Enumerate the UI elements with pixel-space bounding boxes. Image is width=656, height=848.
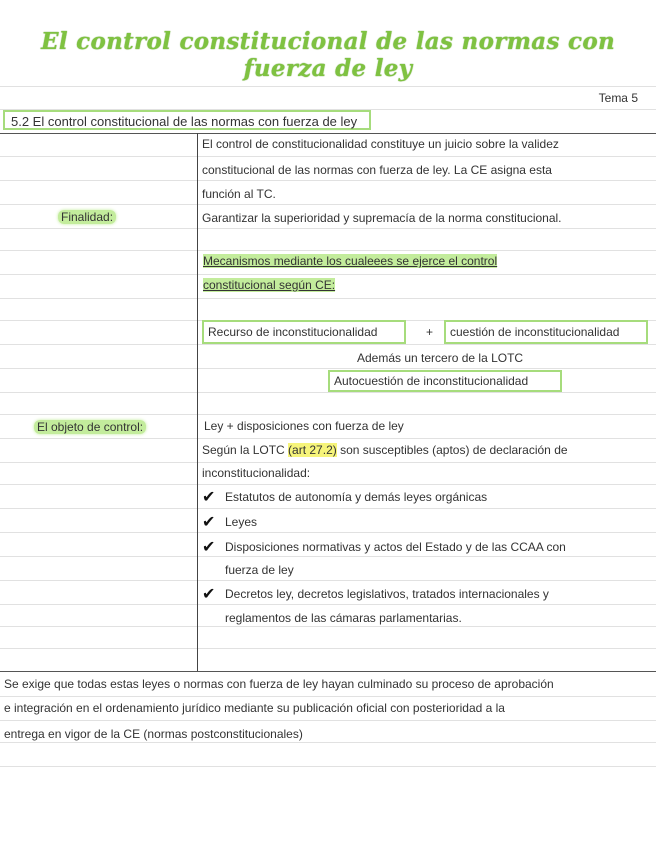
ruled-line xyxy=(0,368,656,369)
objeto-line-2-pre: Según la LOTC xyxy=(202,443,289,457)
ruled-line xyxy=(0,696,656,697)
check-icon: ✔ xyxy=(202,514,216,531)
finalidad-label-text: Finalidad: xyxy=(58,210,116,224)
ruled-line xyxy=(0,414,656,415)
ruled-line xyxy=(0,438,656,439)
intro-line-2: constitucional de las normas con fuerza de ley. La CE asigna esta xyxy=(202,163,552,177)
ruled-line xyxy=(0,274,656,275)
objeto-line-1: Ley + disposiciones con fuerza de ley xyxy=(204,419,404,433)
objeto-label xyxy=(34,420,146,434)
objeto-line-3: inconstitucionalidad: xyxy=(202,466,311,480)
summary-line-1: Se exige que todas estas leyes o normas con fuerza de ley hayan culminado su proceso de aprobación xyxy=(4,677,554,691)
summary-line-3: entrega en vigor de la CE (normas postconstitucionales) xyxy=(4,727,303,741)
ruled-line xyxy=(0,484,656,485)
list-item: Leyes xyxy=(225,515,258,529)
ruled-line xyxy=(0,180,656,181)
intro-line-1: El control de constitucionalidad constituye un juicio sobre la validez xyxy=(202,137,559,151)
recurso-box: Recurso de inconstitucionalidad xyxy=(202,320,406,344)
cuestion-box: cuestión de inconstitucionalidad xyxy=(444,320,648,344)
ruled-line xyxy=(0,344,656,345)
topic-number: Tema 5 xyxy=(598,91,638,105)
ruled-line xyxy=(0,86,656,87)
list-item: Disposiciones normativas y actos del Estado y de las CCAA con xyxy=(225,540,566,554)
mecanismos-heading-1-text: Mecanismos mediante los cualeees se ejerce el control xyxy=(203,254,498,268)
ruled-line xyxy=(0,532,656,533)
ruled-line xyxy=(0,228,656,229)
section-heading: 5.2 El control constitucional de las normas con fuerza de ley xyxy=(3,110,371,130)
tercero-text: Además un tercero de la LOTC xyxy=(357,351,524,365)
check-icon: ✔ xyxy=(202,539,216,556)
ruled-line xyxy=(0,250,656,251)
ruled-line xyxy=(0,156,656,157)
ruled-line xyxy=(0,462,656,463)
list-item-continued: fuerza de ley xyxy=(225,563,294,577)
plus-sign: + xyxy=(426,325,434,339)
list-item-continued: reglamentos de las cámaras parlamentarias. xyxy=(225,611,462,625)
ruled-line xyxy=(0,742,656,743)
autocuestion-box: Autocuestión de inconstitucionalidad xyxy=(328,370,562,392)
ruled-line xyxy=(0,556,656,557)
cornell-margin-line xyxy=(197,133,198,671)
ruled-line xyxy=(0,626,656,627)
ruled-line xyxy=(0,604,656,605)
finalidad-label xyxy=(58,210,116,224)
mecanismos-heading-2-text: constitucional según CE: xyxy=(203,278,336,292)
page-title: El control constitucional de las normas con fuerza de ley xyxy=(40,28,615,82)
check-icon: ✔ xyxy=(202,489,216,506)
list-item: Decretos ley, decretos legislativos, tratados internacionales y xyxy=(225,587,549,601)
finalidad-text: Garantizar la superioridad y supremacía de la norma constitucional. xyxy=(202,211,562,225)
objeto-line-2 xyxy=(202,442,568,458)
ruled-line xyxy=(0,392,656,393)
objeto-label-text: El objeto de control: xyxy=(34,420,146,434)
check-icon: ✔ xyxy=(202,586,216,603)
mecanismos-heading-2 xyxy=(203,277,335,293)
mecanismos-heading-1 xyxy=(203,253,497,269)
summary-line-2: e integración en el ordenamiento jurídico mediante su publicación oficial con posterioridad a la xyxy=(4,701,505,715)
cornell-bottom-line xyxy=(0,671,656,672)
ruled-line xyxy=(0,648,656,649)
intro-line-3: función al TC. xyxy=(202,187,276,201)
ruled-line xyxy=(0,766,656,767)
ruled-line xyxy=(0,204,656,205)
ruled-line xyxy=(0,298,656,299)
ruled-line xyxy=(0,720,656,721)
objeto-line-2-post: son susceptibles (aptos) de declaración de xyxy=(336,443,568,457)
art-27-highlight: (art 27.2) xyxy=(288,443,337,457)
cornell-top-line xyxy=(0,133,656,134)
list-item: Estatutos de autonomía y demás leyes orgánicas xyxy=(225,490,488,504)
ruled-line xyxy=(0,580,656,581)
ruled-line xyxy=(0,508,656,509)
